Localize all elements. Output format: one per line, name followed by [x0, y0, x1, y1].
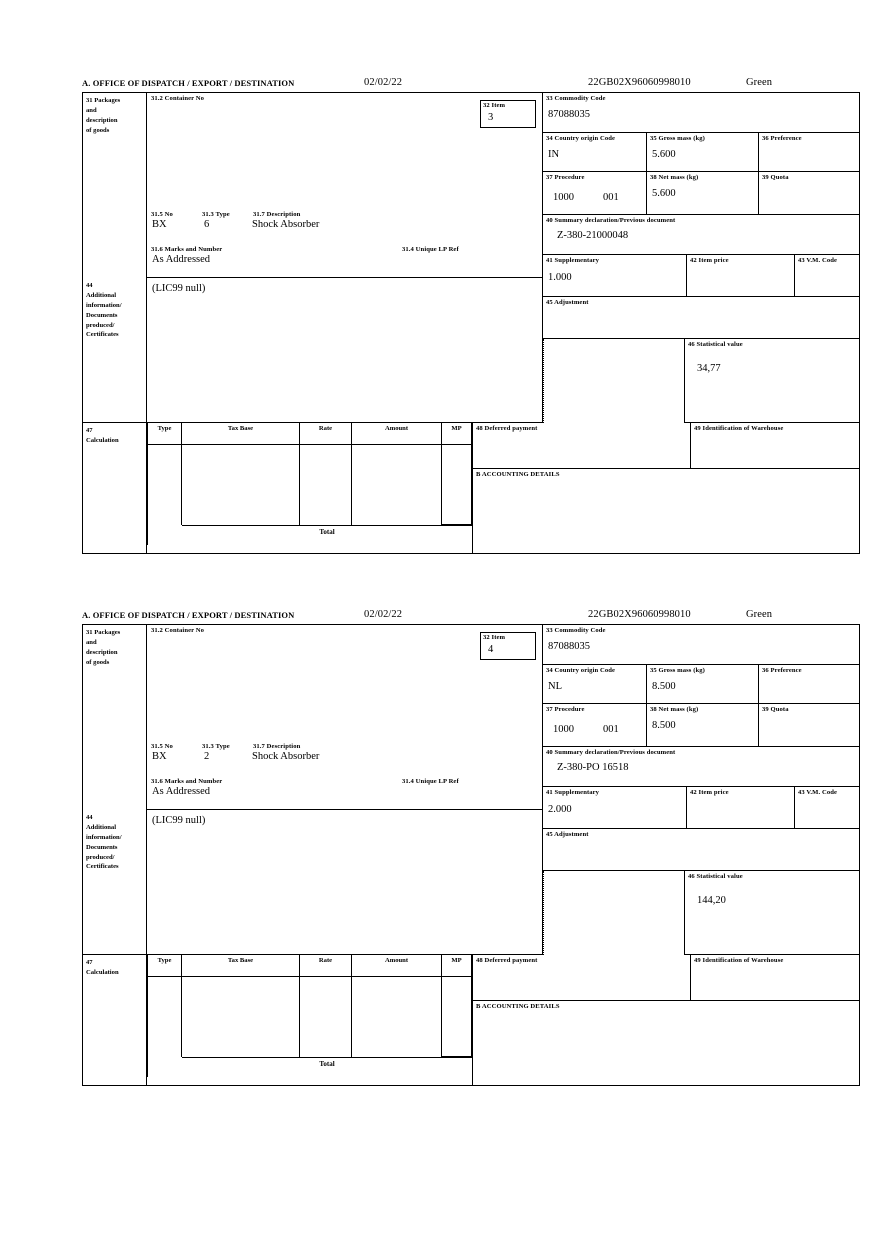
box-38-net-mass-2 [647, 704, 759, 747]
box-31-3-label: 31.3 Type [202, 211, 230, 218]
movement-reference-number: 22GB02X96060998010 [588, 77, 691, 88]
box-44-content [147, 278, 543, 423]
box-31-7-description-2: Shock Absorber [252, 751, 320, 762]
calc-header-amount-label: Amount [384, 425, 409, 432]
customs-lane: Green [746, 77, 773, 88]
calc-cell-amount [352, 445, 442, 525]
calc-header-rate-2 [300, 955, 352, 977]
box-31-4-label: 31.4 Unique LP Ref [402, 246, 459, 253]
box-48-deferred-payment [472, 423, 691, 469]
box-42-label: 42 Item price [690, 257, 729, 264]
box-44-content-2 [147, 810, 543, 955]
box-32-item-no-2: 4 [488, 644, 494, 655]
box-47-label: 47 Calculation [86, 427, 119, 444]
box-46-divider-2 [543, 871, 544, 955]
box-48-deferred-payment-2 [472, 955, 691, 1001]
box-31-5-packages-no-2: BX [152, 751, 167, 762]
box-32-item-no: 3 [488, 112, 494, 123]
box-34-country-code: IN [548, 149, 560, 161]
box-38-net-mass-value: 5.600 [652, 188, 676, 200]
box-45-adjustment [543, 297, 859, 339]
form-header-2 [82, 610, 860, 624]
box-38-label: 38 Net mass (kg) [650, 174, 699, 181]
calc-header-rate-label: Rate [318, 425, 333, 432]
box-37-procedure-extra-2: 001 [603, 724, 619, 735]
box-46-label-2: 46 Statistical value [688, 873, 743, 880]
box-45-label: 45 Adjustment [546, 299, 589, 306]
box-43-label-2: 43 V.M. Code [798, 789, 838, 796]
movement-reference-number-2: 22GB02X96060998010 [588, 609, 691, 620]
box-34-label: 34 Country origin Code [546, 135, 616, 142]
box-46-statistical-value-amount-2: 144,20 [697, 895, 726, 907]
box-32-item [480, 100, 536, 128]
calc-header-taxbase-label-2: Tax Base [227, 957, 254, 964]
box-40-previous-document-value: Z-380-21000048 [557, 230, 629, 242]
box-31-6-label: 31.6 Marks and Number [151, 246, 223, 253]
box-31-7-description: Shock Absorber [252, 219, 320, 230]
box-31-2-label: 31.2 Container No [151, 95, 205, 102]
box-38-net-mass-value-2: 8.500 [652, 720, 676, 732]
box-36-preference-2 [759, 665, 859, 704]
box-44-label-2: 44 Additional information/ Documents produced/ Certificates [86, 814, 122, 871]
box-b-accounting-details-2 [472, 1001, 859, 1086]
box-41-supplementary-value: 1.000 [548, 272, 572, 284]
box-48-label-2: 48 Deferred payment [476, 957, 538, 964]
box-43-label: 43 V.M. Code [798, 257, 838, 264]
box-44-label: 44 Additional information/ Documents produced/ Certificates [86, 282, 122, 339]
calc-header-mp [442, 423, 472, 445]
box-39-label-2: 39 Quota [762, 706, 789, 713]
office-of-dispatch-label-2: A. OFFICE OF DISPATCH / EXPORT / DESTINATION [82, 610, 295, 620]
box-32-label: 32 Item [483, 102, 506, 109]
box-31-6-label-2: 31.6 Marks and Number [151, 778, 223, 785]
box-42-label-2: 42 Item price [690, 789, 729, 796]
box-31-7-label: 31.7 Description [253, 211, 301, 218]
box-39-quota-2 [759, 704, 859, 747]
box-46-statistical-value-amount: 34,77 [697, 363, 721, 375]
box-32-item-2 [480, 632, 536, 660]
box-46-divider [543, 339, 544, 423]
box-35-gross-mass-value-2: 8.500 [652, 681, 676, 693]
box-46-statistical-value [684, 339, 859, 423]
calc-header-taxbase [182, 423, 300, 445]
box-41-label: 41 Supplementary [546, 257, 600, 264]
box-37-procedure-2 [543, 704, 647, 747]
box-34-country-origin-2 [543, 665, 647, 704]
box-40-previous-document-2 [543, 747, 859, 787]
box-31-label: 31 Packages and description of goods [86, 97, 121, 134]
box-44-label-cell-2 [83, 810, 147, 955]
calc-cell-type-2 [147, 977, 182, 1057]
box-31-6-marks-2: As Addressed [152, 786, 211, 797]
box-40-previous-document [543, 215, 859, 255]
box-37-procedure-code-2: 1000 [553, 724, 574, 735]
box-42-item-price-2 [687, 787, 795, 829]
box-44-label-cell [83, 278, 147, 423]
box-49-warehouse-2 [691, 955, 859, 1001]
box-31-3-packages-count-2: 2 [204, 751, 210, 762]
calc-cell-rate-2 [300, 977, 352, 1057]
box-31-3-label-2: 31.3 Type [202, 743, 230, 750]
calc-total-spacer-2 [147, 1057, 182, 1077]
box-40-label: 40 Summary declaration/Previous document [546, 217, 676, 224]
box-40-previous-document-value-2: Z-380-PO 16518 [557, 762, 629, 774]
box-b-accounting-label-2: B ACCOUNTING DETAILS [476, 1003, 560, 1010]
calc-total-row-2 [182, 1057, 472, 1077]
box-37-procedure [543, 172, 647, 215]
box-33-label: 33 Commodity Code [546, 95, 606, 102]
box-31-label-2: 31 Packages and description of goods [86, 629, 121, 666]
declaration-grid-2 [82, 624, 860, 1086]
calc-total-spacer [147, 525, 182, 545]
box-31-label-cell [83, 93, 147, 278]
calc-total-label-2: Total [319, 1060, 335, 1068]
box-41-supplementary [543, 255, 687, 297]
box-34-country-origin [543, 133, 647, 172]
box-43-vm-code [795, 255, 859, 297]
calc-cell-rate [300, 445, 352, 525]
calc-header-type-2 [147, 955, 182, 977]
box-39-label: 39 Quota [762, 174, 789, 181]
calc-header-taxbase-2 [182, 955, 300, 977]
box-44-additional-information-2: (LIC99 null) [152, 815, 206, 826]
calc-cell-taxbase [182, 445, 300, 525]
calc-total-label: Total [319, 528, 335, 536]
box-31-7-label-2: 31.7 Description [253, 743, 301, 750]
box-35-gross-mass-2 [647, 665, 759, 704]
calc-header-amount-label-2: Amount [384, 957, 409, 964]
customs-lane-2: Green [746, 609, 773, 620]
calc-header-rate-label-2: Rate [318, 957, 333, 964]
box-41-label-2: 41 Supplementary [546, 789, 600, 796]
box-47-label-cell [83, 423, 147, 554]
box-36-label-2: 36 Preference [762, 667, 802, 674]
box-45-label-2: 45 Adjustment [546, 831, 589, 838]
box-33-commodity [543, 93, 859, 133]
calc-header-mp-label-2: MP [451, 957, 462, 964]
calc-cell-type [147, 445, 182, 525]
box-34-label-2: 34 Country origin Code [546, 667, 616, 674]
declaration-date-2: 02/02/22 [364, 609, 403, 620]
box-31-4-label-2: 31.4 Unique LP Ref [402, 778, 459, 785]
customs-form-item-3 [82, 78, 860, 554]
box-35-label: 35 Gross mass (kg) [650, 135, 705, 142]
calc-cell-taxbase-2 [182, 977, 300, 1057]
box-47-label-2: 47 Calculation [86, 959, 119, 976]
box-38-net-mass [647, 172, 759, 215]
box-36-label: 36 Preference [762, 135, 802, 142]
box-41-supplementary-2 [543, 787, 687, 829]
calc-header-rate [300, 423, 352, 445]
box-46-statistical-value-2 [684, 871, 859, 955]
box-31-label-cell-2 [83, 625, 147, 810]
calc-header-mp-2 [442, 955, 472, 977]
calc-cell-mp [442, 445, 472, 525]
box-48-label: 48 Deferred payment [476, 425, 538, 432]
declaration-date: 02/02/22 [364, 77, 403, 88]
form-header [82, 78, 860, 92]
calc-header-amount-2 [352, 955, 442, 977]
box-46-label: 46 Statistical value [688, 341, 743, 348]
box-b-accounting-details [472, 469, 859, 554]
box-31-5-packages-no: BX [152, 219, 167, 230]
box-37-label: 37 Procedure [546, 174, 585, 181]
box-33-commodity-2 [543, 625, 859, 665]
calc-header-mp-label: MP [451, 425, 462, 432]
box-33-label-2: 33 Commodity Code [546, 627, 606, 634]
customs-form-item-4 [82, 610, 860, 1086]
box-b-accounting-label: B ACCOUNTING DETAILS [476, 471, 560, 478]
declaration-grid [82, 92, 860, 554]
box-49-label: 49 Identification of Warehouse [694, 425, 784, 432]
box-37-procedure-extra: 001 [603, 192, 619, 203]
box-42-item-price [687, 255, 795, 297]
calc-cell-mp-2 [442, 977, 472, 1057]
box-31-5-label: 31.5 No [151, 211, 173, 218]
box-31-6-marks: As Addressed [152, 254, 211, 265]
box-35-label-2: 35 Gross mass (kg) [650, 667, 705, 674]
calc-header-type-label-2: Type [157, 957, 172, 964]
box-31-5-label-2: 31.5 No [151, 743, 173, 750]
box-41-supplementary-value-2: 2.000 [548, 804, 572, 816]
box-49-label-2: 49 Identification of Warehouse [694, 957, 784, 964]
box-35-gross-mass [647, 133, 759, 172]
calc-header-amount [352, 423, 442, 445]
box-37-procedure-code: 1000 [553, 192, 574, 203]
box-40-label-2: 40 Summary declaration/Previous document [546, 749, 676, 756]
box-45-adjustment-2 [543, 829, 859, 871]
box-33-commodity-code-2: 87088035 [548, 641, 590, 653]
box-33-commodity-code: 87088035 [548, 109, 590, 121]
calc-header-taxbase-label: Tax Base [227, 425, 254, 432]
box-37-label-2: 37 Procedure [546, 706, 585, 713]
box-36-preference [759, 133, 859, 172]
box-39-quota [759, 172, 859, 215]
box-49-warehouse [691, 423, 859, 469]
calc-cell-amount-2 [352, 977, 442, 1057]
box-31-2-label-2: 31.2 Container No [151, 627, 205, 634]
box-32-label-2: 32 Item [483, 634, 506, 641]
box-44-additional-information: (LIC99 null) [152, 283, 206, 294]
box-38-label-2: 38 Net mass (kg) [650, 706, 699, 713]
box-47-label-cell-2 [83, 955, 147, 1086]
calc-header-type [147, 423, 182, 445]
calc-header-type-label: Type [157, 425, 172, 432]
box-35-gross-mass-value: 5.600 [652, 149, 676, 161]
calc-total-row [182, 525, 472, 545]
office-of-dispatch-label: A. OFFICE OF DISPATCH / EXPORT / DESTINATION [82, 78, 295, 88]
box-31-3-packages-count: 6 [204, 219, 210, 230]
box-43-vm-code-2 [795, 787, 859, 829]
box-34-country-code-2: NL [548, 681, 562, 693]
